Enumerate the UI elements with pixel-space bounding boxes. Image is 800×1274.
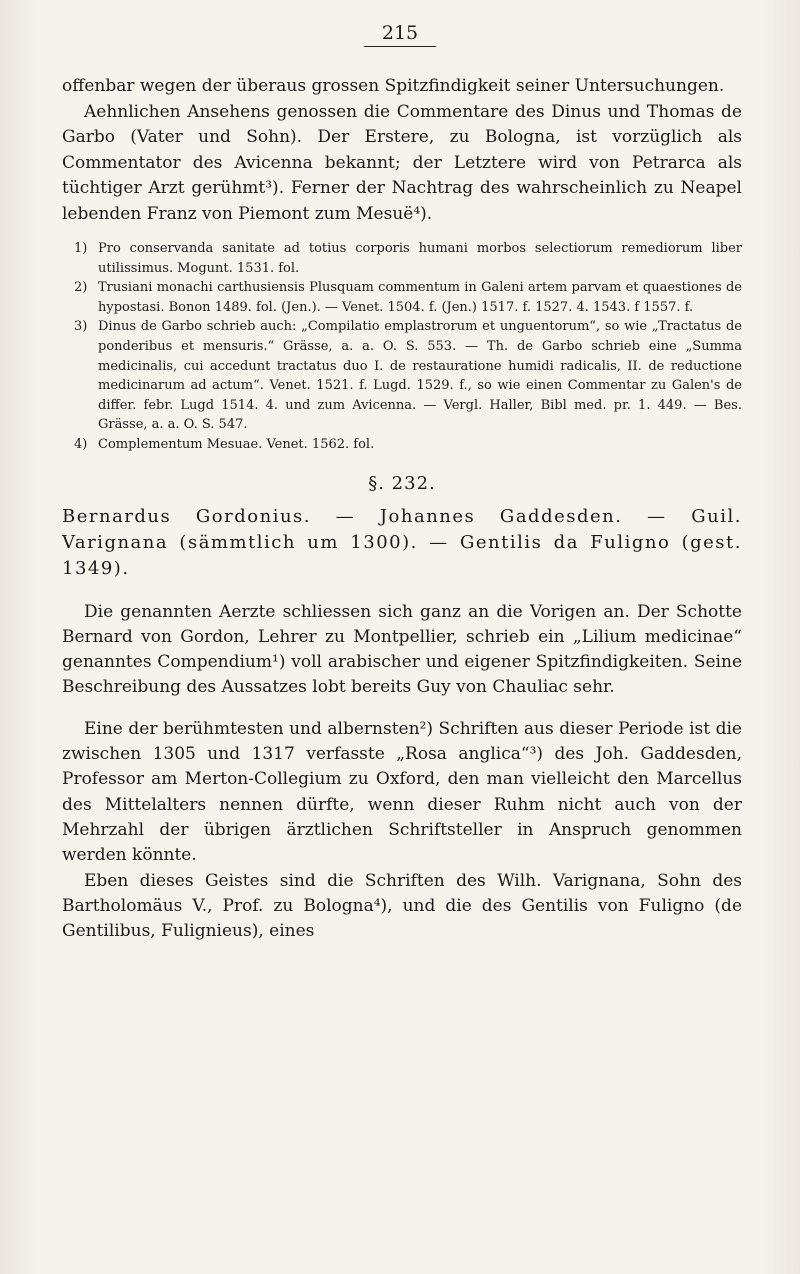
paragraph-4: Eine der berühmtesten und albernsten²) Schriften aus dieser Periode ist die zwischen 1305 und 1317 verfasste „Rosa anglica“³) des Joh. Gaddesden, Professor am Merton-Collegium zu Oxford, den man vielleicht den Marcellus des Mittelalters nennen dürfte, wenn dieser Ruhm nicht auch von der Mehrzahl der übrigen ärztlichen Schriftsteller in Anspruch genommen werden könnte. — [62, 718, 742, 866]
footnote-number: 1) — [74, 241, 88, 256]
page-body — [62, 74, 742, 944]
bottom-text — [62, 600, 742, 945]
footnote — [62, 278, 742, 317]
footnote-number: 4) — [74, 436, 88, 452]
section-heading: Bernardus Gordonius. — Johannes Gaddesden. — Guil. Varignana (sämmtlich um 1300). — Gentilis da Fuligno (gest. 1349). — [62, 505, 742, 579]
top-text — [62, 74, 742, 227]
paragraph-1: offenbar wegen der überaus grossen Spitzfindigkeit seiner Untersuchungen. — [62, 76, 725, 96]
footnote — [62, 317, 742, 435]
paragraph-5: Eben dieses Geistes sind die Schriften des Wilh. Varignana, Sohn des Bartholomäus V., Prof. zu Bologna⁴), und die des Gentilis von Fuligno (de Gentilibus, Fulignieus), eines — [62, 870, 742, 942]
footnote-text: Dinus de Garbo schrieb auch: „Compilatio emplastrorum et unguentorum“, so wie „Tractatus de ponderibus et mensuris.“ Grässe, a. a. O. S. 553. — Th. de Garbo schrieb eine „Summa medicinalis, cui accedunt tractatus duo I. de restauratione humidi radicalis, II. de reductione medicinarum ad actum“. Venet. 1521. f. Lugd. 1529. f., so wie einen Commentar zu Galen's de differ. febr. Lugd 1514. 4. und zum Avicenna. — Vergl. Haller, Bibl med. pr. 1. 449. — Bes. Grässe, a. a. O. S. 547. — [98, 319, 742, 433]
footnote-text: Complementum Mesuae. Venet. 1562. fol. — [98, 436, 375, 452]
footnote-number: 2) — [74, 280, 88, 296]
page-header — [0, 22, 800, 47]
footnote-text: Trusiani monachi carthusiensis Plusquam commentum in Galeni artem parvam et quaestiones de hypostasi. Bonon 1489. fol. (Jen.). — Venet. 1504. f. (Jen.) 1517. f. 1527. 4. 1543. f 1557. f. — [98, 280, 742, 315]
paragraph-2: Aehnlichen Ansehens genossen die Commentare des Dinus und Thomas de Garbo (Vater und Sohn). Der Erstere, zu Bologna, ist vorzüglich als Commentator des Avicenna bekannt; der Letztere wird von Petrarca als tüchtiger Arzt gerühmt³). Ferner der Nachtrag des wahrscheinlich zu Neapel lebenden Franz von Piemont zum Mesuë⁴). — [62, 101, 742, 224]
footnote — [62, 239, 742, 278]
footnote — [62, 435, 742, 455]
footnotes — [62, 239, 742, 455]
page-number: 215 — [364, 22, 436, 47]
footnote-text: Pro conservanda sanitate ad totius corporis humani morbos selectiorum remediorum liber utilissimus. Mogunt. 1531. fol. — [98, 241, 742, 276]
footnote-number: 3) — [74, 319, 88, 335]
section-mark: §. 232. — [368, 472, 436, 494]
paragraph-3: Die genannten Aerzte schliessen sich ganz an die Vorigen an. Der Schotte Bernard von Gordon, Lehrer zu Montpellier, schrieb ein „Lilium medicinae“ genanntes Compendium¹) voll arabischer und eigener Spitzfindigkeiten. Seine Beschreibung des Aussatzes lobt bereits Guy von Chauliac sehr. — [62, 601, 742, 698]
